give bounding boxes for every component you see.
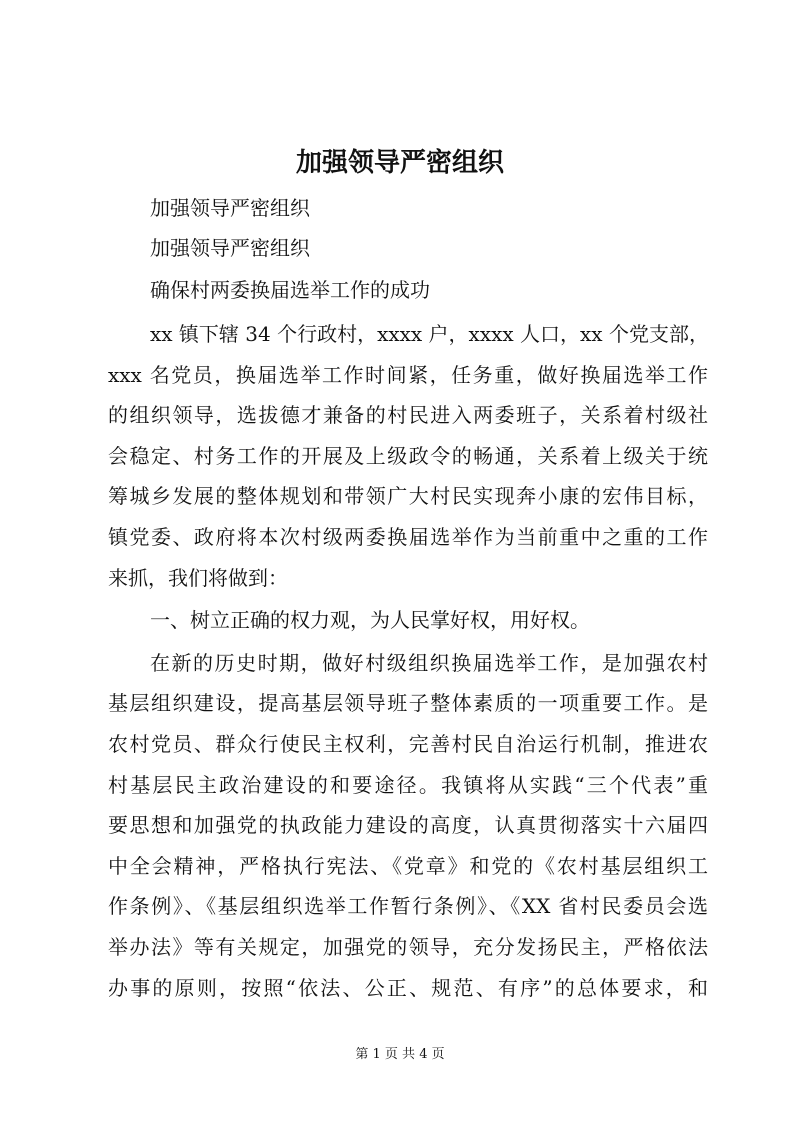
- text-line: 来抓，我们将做到：: [108, 565, 288, 590]
- text-line: 基层组织建设，提高基层领导班子整体素质的一项重要工作。是: [108, 691, 708, 716]
- text-line: 要思想和加强党的执政能力建设的高度，认真贯彻落实十六届四: [108, 813, 708, 838]
- text-line: 农村党员、群众行使民主权利，完善村民自治运行机制，推进农: [108, 731, 708, 756]
- text-line: 办事的原则，按照“依法、公正、规范、有序”的总体要求，和: [108, 975, 708, 1000]
- text-line: 举办法》等有关规定，加强党的领导，充分发扬民主，严格依法: [108, 934, 708, 959]
- text-line: 作条例》、《基层组织选举工作暂行条例》、《XX 省村民委员会选: [108, 894, 708, 919]
- text-line: 筹城乡发展的整体规划和带领广大村民实现奔小康的宏伟目标，: [108, 484, 708, 509]
- document-title: 加强领导严密组织: [295, 148, 504, 178]
- text-line: xxx 名党员，换届选举工作时间紧，任务重，做好换届选举工作: [108, 362, 708, 387]
- text-line: 在新的历史时期，做好村级组织换届选举工作，是加强农村: [150, 650, 708, 675]
- paragraph-1: [108, 314, 708, 598]
- heading-line-2: 加强领导严密组织: [150, 236, 310, 260]
- paragraph-2: [108, 600, 708, 641]
- text-line: 会稳定、村务工作的开展及上级政令的畅通，关系着上级关于统: [108, 443, 708, 468]
- page-footer: 第 1 页 共 4 页: [355, 1047, 445, 1062]
- section-heading: 一、树立正确的权力观，为人民掌好权，用好权。: [150, 608, 590, 633]
- text-line: 的组织领导，选拔德才兼备的村民进入两委班子，关系着村级社: [108, 403, 708, 428]
- heading-line-1: 加强领导严密组织: [150, 196, 310, 220]
- text-line: 中全会精神，严格执行宪法、《党章》和党的《农村基层组织工: [108, 853, 708, 878]
- text-line: xx 镇下辖 34 个行政村，xxxx 户，xxxx 人口，xx 个党支部，: [150, 322, 709, 346]
- paragraph-3: [108, 643, 708, 1008]
- document-body: [108, 314, 708, 1008]
- heading-line-3: 确保村两委换届选举工作的成功: [150, 278, 430, 302]
- text-line: 村基层民主政治建设的和要途径。我镇将从实践“三个代表”重: [108, 772, 708, 797]
- text-line: 镇党委、政府将本次村级两委换届选举作为当前重中之重的工作: [108, 524, 708, 549]
